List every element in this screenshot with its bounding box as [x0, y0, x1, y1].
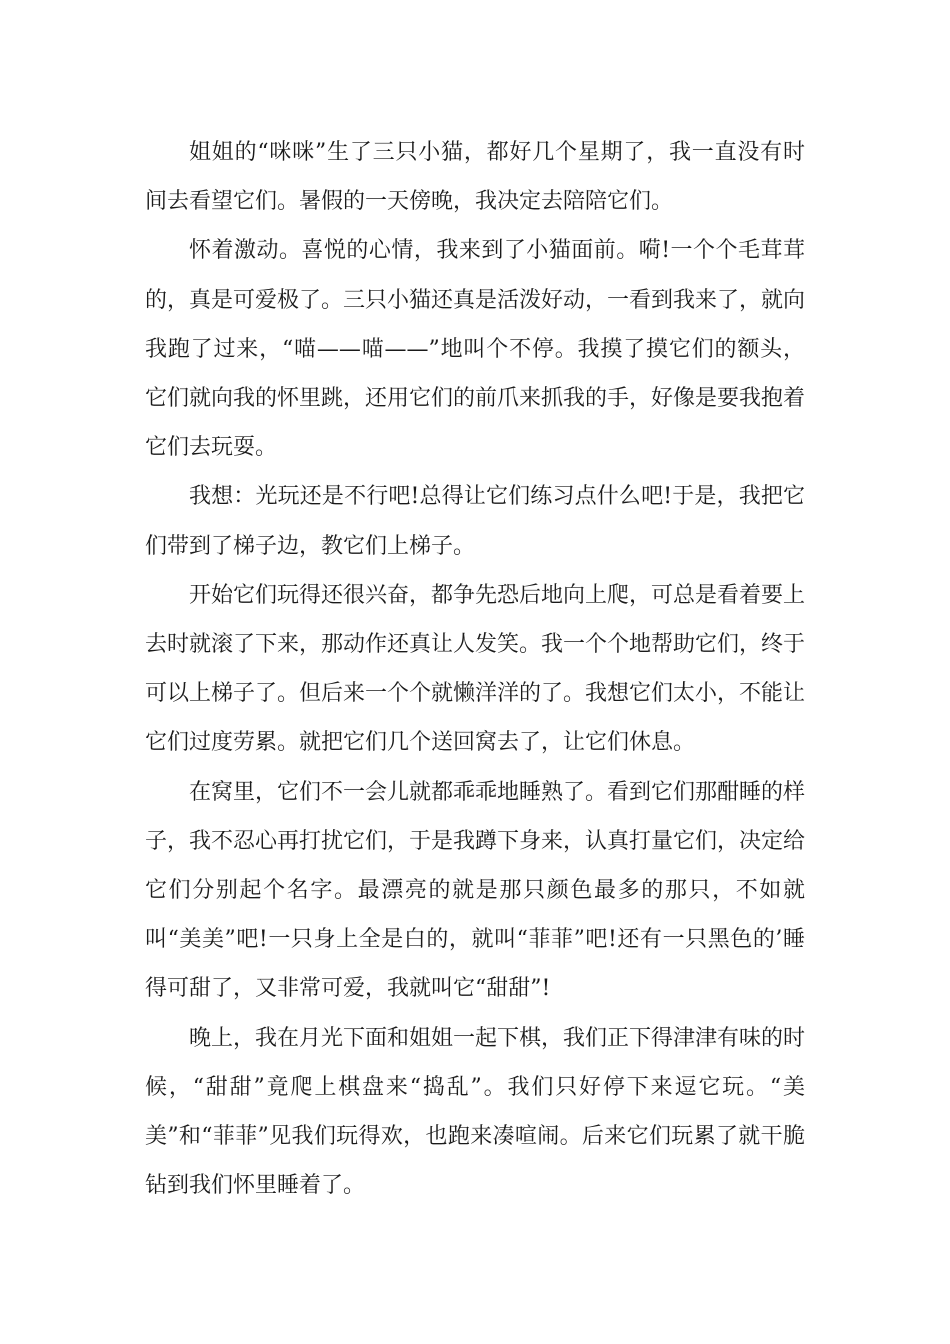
paragraph-1: 姐姐的“咪咪”生了三只小猫，都好几个星期了，我一直没有时间去看望它们。暑假的一天傍晚，我决定去陪陪它们。: [145, 140, 805, 215]
paragraph-3: 我想：光玩还是不行吧!总得让它们练习点什么吧!于是，我把它们带到了梯子边，教它们上梯子。: [145, 484, 805, 559]
paragraph-4: 开始它们玩得还很兴奋，都争先恐后地向上爬，可总是看着要上去时就滚了下来，那动作还真让人发笑。我一个个地帮助它们，终于可以上梯子了。但后来一个个就懒洋洋的了。我想它们太小，不能让它们过度劳累。就把它们几个送回窝去了，让它们休息。: [145, 582, 806, 756]
essay-body: [145, 128, 805, 1210]
paragraph-6: 晚上，我在月光下面和姐姐一起下棋，我们正下得津津有味的时候，“甜甜”竟爬上棋盘来“捣乱”。我们只好停下来逗它玩。“美美”和“菲菲”见我们玩得欢，也跑来凑喧闹。后来它们玩累了就干脆钻到我们怀里睡着了。: [145, 1025, 806, 1199]
paragraph-2: 怀着激动。喜悦的心情，我来到了小猫面前。嗬!一个个毛茸茸的，真是可爱极了。三只小猫还真是活泼好动，一看到我来了，就向我跑了过来，“喵——喵——”地叫个不停。我摸了摸它们的额头，它们就向我的怀里跳，还用它们的前爪来抓我的手，好像是要我抱着它们去玩耍。: [145, 238, 806, 461]
paragraph-5: 在窝里，它们不一会儿就都乖乖地睡熟了。看到它们那酣睡的样子，我不忍心再打扰它们，于是我蹲下身来，认真打量它们，决定给它们分别起个名字。最漂亮的就是那只颜色最多的那只，不如就叫“美美”吧!一只身上全是白的，就叫“菲菲”吧!还有一只黑色的’睡得可甜了，又非常可爱，我就叫它“甜甜”!: [145, 779, 806, 1002]
